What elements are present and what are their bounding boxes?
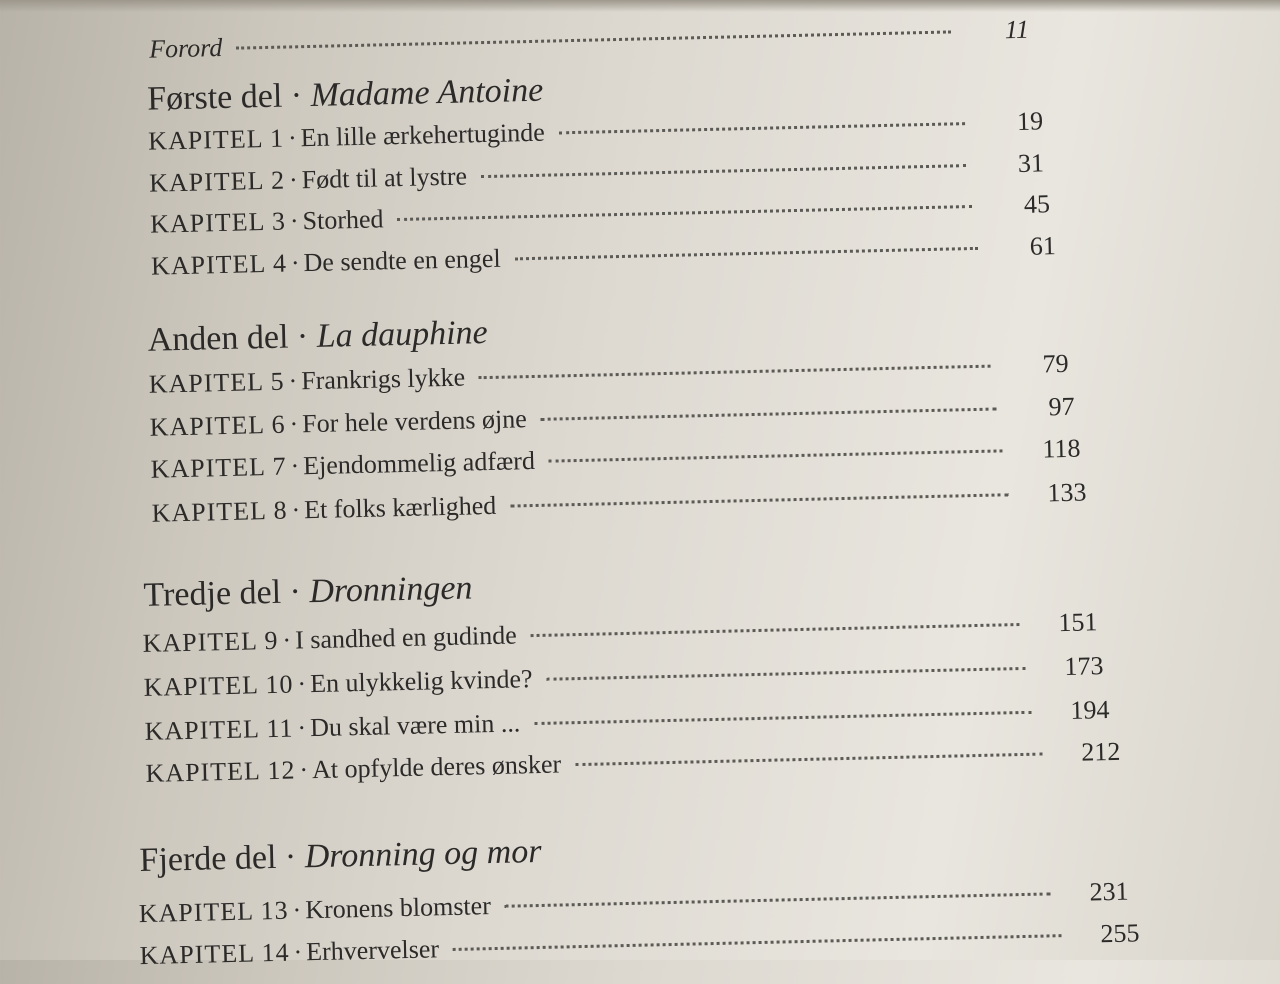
separator: · [289, 573, 302, 611]
dot-leader [559, 122, 965, 134]
chapter-page: 61 [1029, 231, 1057, 261]
chapter-page: 19 [1016, 106, 1044, 136]
dot-leader [481, 164, 966, 178]
chapter-label: KAPITEL 9 [142, 625, 279, 658]
chapter-title: En lille ærkehertuginde [300, 117, 546, 153]
separator: · [282, 625, 292, 655]
separator: · [296, 318, 309, 356]
chapter-page: 173 [1064, 651, 1104, 682]
dot-leader [575, 753, 1042, 767]
part-subtitle: La dauphine [316, 314, 489, 355]
part-name: Anden del [147, 318, 289, 359]
toc-entry-foreword [149, 15, 1030, 75]
chapter-title: Et folks kærlighed [303, 490, 497, 525]
part-name: Tredje del [143, 573, 282, 614]
chapter-label: KAPITEL 6 [149, 409, 286, 442]
separator: · [290, 451, 300, 481]
separator: · [291, 495, 301, 525]
chapter-label: KAPITEL 14 [139, 937, 290, 971]
chapter-title: En ulykkelig kvinde? [309, 664, 533, 699]
separator: · [299, 755, 309, 785]
dot-leader [479, 365, 990, 380]
dot-leader [541, 407, 997, 420]
chapter-page: 79 [1042, 348, 1069, 379]
separator: · [297, 669, 307, 699]
separator: · [287, 123, 298, 153]
chapter-title: Storhed [302, 204, 384, 236]
foreword-page: 11 [1004, 14, 1030, 45]
part-heading [139, 833, 542, 880]
chapter-title: Født til at lystre [301, 161, 468, 195]
chapter-title: Kronens blomster [304, 891, 492, 925]
chapter-page: 45 [1023, 189, 1051, 219]
dot-leader [510, 493, 1008, 507]
dot-leader [546, 667, 1025, 681]
chapter-label: KAPITEL 1 [147, 123, 285, 156]
part-subtitle: Dronning og mor [304, 832, 542, 876]
separator: · [288, 366, 298, 396]
chapter-label: KAPITEL 7 [150, 451, 287, 484]
separator: · [289, 409, 299, 439]
part-subtitle: Madame Antoine [310, 71, 544, 114]
chapter-page: 194 [1070, 695, 1110, 725]
chapter-page: 31 [1017, 148, 1045, 178]
chapter-page: 231 [1089, 876, 1129, 907]
chapter-title: Ejendommelig adfærd [302, 445, 536, 481]
chapter-title: Frankrigs lykke [300, 362, 466, 396]
chapter-page: 97 [1048, 391, 1075, 422]
dot-leader [531, 623, 1020, 637]
separator: · [292, 895, 302, 925]
part-heading [147, 314, 488, 360]
chapter-title: I sandhed en gudinde [294, 620, 518, 655]
chapter-page: 151 [1058, 607, 1098, 638]
separator: · [289, 206, 299, 236]
chapter-label: KAPITEL 2 [148, 165, 286, 198]
separator: · [284, 838, 297, 876]
dot-leader [515, 247, 978, 261]
chapter-page: 133 [1047, 477, 1087, 508]
chapter-title: Erhvervelser [305, 934, 440, 967]
dot-leader [549, 449, 1003, 462]
chapter-title: At opfylde deres ønsker [311, 749, 562, 785]
chapter-label: KAPITEL 8 [151, 495, 288, 528]
chapter-label: KAPITEL 11 [144, 713, 294, 746]
chapter-page: 118 [1042, 433, 1081, 464]
chapter-label: KAPITEL 5 [148, 366, 285, 399]
chapter-label: KAPITEL 10 [143, 669, 294, 702]
separator: · [290, 248, 300, 278]
dot-leader [505, 892, 1051, 907]
part-subtitle: Dronningen [308, 569, 473, 611]
dot-leader [534, 711, 1031, 725]
part-name: Første del [146, 77, 283, 118]
separator: · [288, 165, 299, 195]
chapter-label: KAPITEL 3 [149, 206, 287, 239]
dot-leader [453, 934, 1062, 951]
chapter-title: De sendte en engel [303, 243, 501, 278]
chapter-title: For hele verdens øjne [301, 404, 528, 439]
chapter-title: Du skal være min ... [309, 708, 521, 743]
separator: · [293, 937, 303, 967]
separator: · [297, 713, 307, 743]
foreword-title: Forord [148, 32, 223, 64]
chapter-page: 255 [1100, 918, 1140, 949]
chapter-label: KAPITEL 13 [138, 895, 289, 929]
part-name: Fjerde del [139, 838, 277, 880]
dot-leader [397, 205, 971, 221]
separator: · [290, 77, 303, 115]
part-heading [143, 569, 473, 614]
chapter-label: KAPITEL 12 [145, 755, 296, 788]
dot-leader [236, 30, 951, 49]
chapter-label: KAPITEL 4 [150, 248, 288, 281]
chapter-page: 212 [1081, 736, 1121, 767]
part-heading [147, 72, 544, 119]
